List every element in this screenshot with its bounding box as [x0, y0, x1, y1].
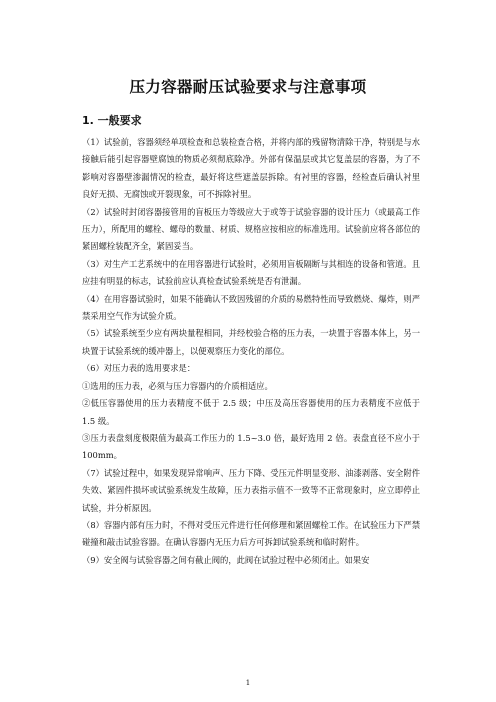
paragraph-8: （8）容器内部有压力时，不得对受压元件进行任何修理和紧固螺栓工作。在试验压力下严禁碰撞和敲击试验容器。在确认容器内无压力后方可拆卸试验系统和临时附件。	[82, 519, 420, 548]
section-heading: 1. 一般要求	[82, 114, 142, 127]
paragraph-2: （2）试验时封闭容器接管用的盲板压力等级应大于或等于试验容器的设计压力（或最高工作压力），所配用的螺栓、螺母的数量、材质、规格应按相应的标准选用。试验前应将各部位的紧固螺栓装配齐全，紧固妥当。	[82, 206, 420, 252]
list-item-1: ①选用的压力表，必须与压力容器内的介质相适应。	[82, 380, 273, 391]
list-item-3: ③压力表盘刻度极限值为最高工作压力的 1.5~3.0 倍，最好选用 2 倍。表盘直径不应小于 100mm。	[82, 432, 420, 461]
paragraph-3: （3）对生产工艺系统中的在用容器进行试验时，必须用盲板隔断与其相连的设备和管道。且应挂有明显的标志，试验前应认真检查试验系统是否有泄漏。	[82, 258, 420, 287]
paragraph-1: （1）试验前，容器须经单项检查和总装检查合格，并将内部的残留物清除干净，特别是与水接触后能引起容器壁腐蚀的物质必须彻底除净。外部有保温层或其它复盖层的容器，为了不影响对容器壁渗漏情况的检查，最好将这些遮盖层拆除。有衬里的容器，经检查后确认衬里良好无损、无腐蚀或开裂现象，可不拆除衬里。	[82, 137, 420, 200]
paragraph-9: （9）安全阀与试验容器之间有截止阀的，此阀在试验过程中必须闭止。如果安	[82, 554, 370, 565]
paragraph-4: （4）在用容器试验时，如果不能确认不致因残留的介质的易燃特性而导致燃烧、爆炸，则严禁采用空气作为试验介质。	[82, 293, 420, 322]
paragraph-7: （7）试验过程中，如果发现异常响声、压力下降、受压元件明显变形、油漆剥落、安全附件失效、紧固件损坏或试验系统发生故障，压力表指示值不一致等不正常现象时，应立即停止试验，并分析原因。	[82, 467, 420, 513]
page-number: 1	[245, 679, 251, 687]
paragraph-5: （5）试验系统至少应有两块量程相同，并经校验合格的压力表，一块置于容器本体上，另一块置于试验系统的缓冲器上，以便观察压力变化的部位。	[82, 328, 420, 356]
document-title: 压力容器耐压试验要求与注意事项	[129, 78, 367, 96]
body-text	[82, 134, 420, 569]
list-item-2: ②低压容器使用的压力表精度不低于 2.5 级；中压及高压容器使用的压力表精度不应低于 1.5 级。	[82, 398, 420, 426]
paragraph-6: （6）对压力表的选用要求是：	[82, 363, 196, 374]
